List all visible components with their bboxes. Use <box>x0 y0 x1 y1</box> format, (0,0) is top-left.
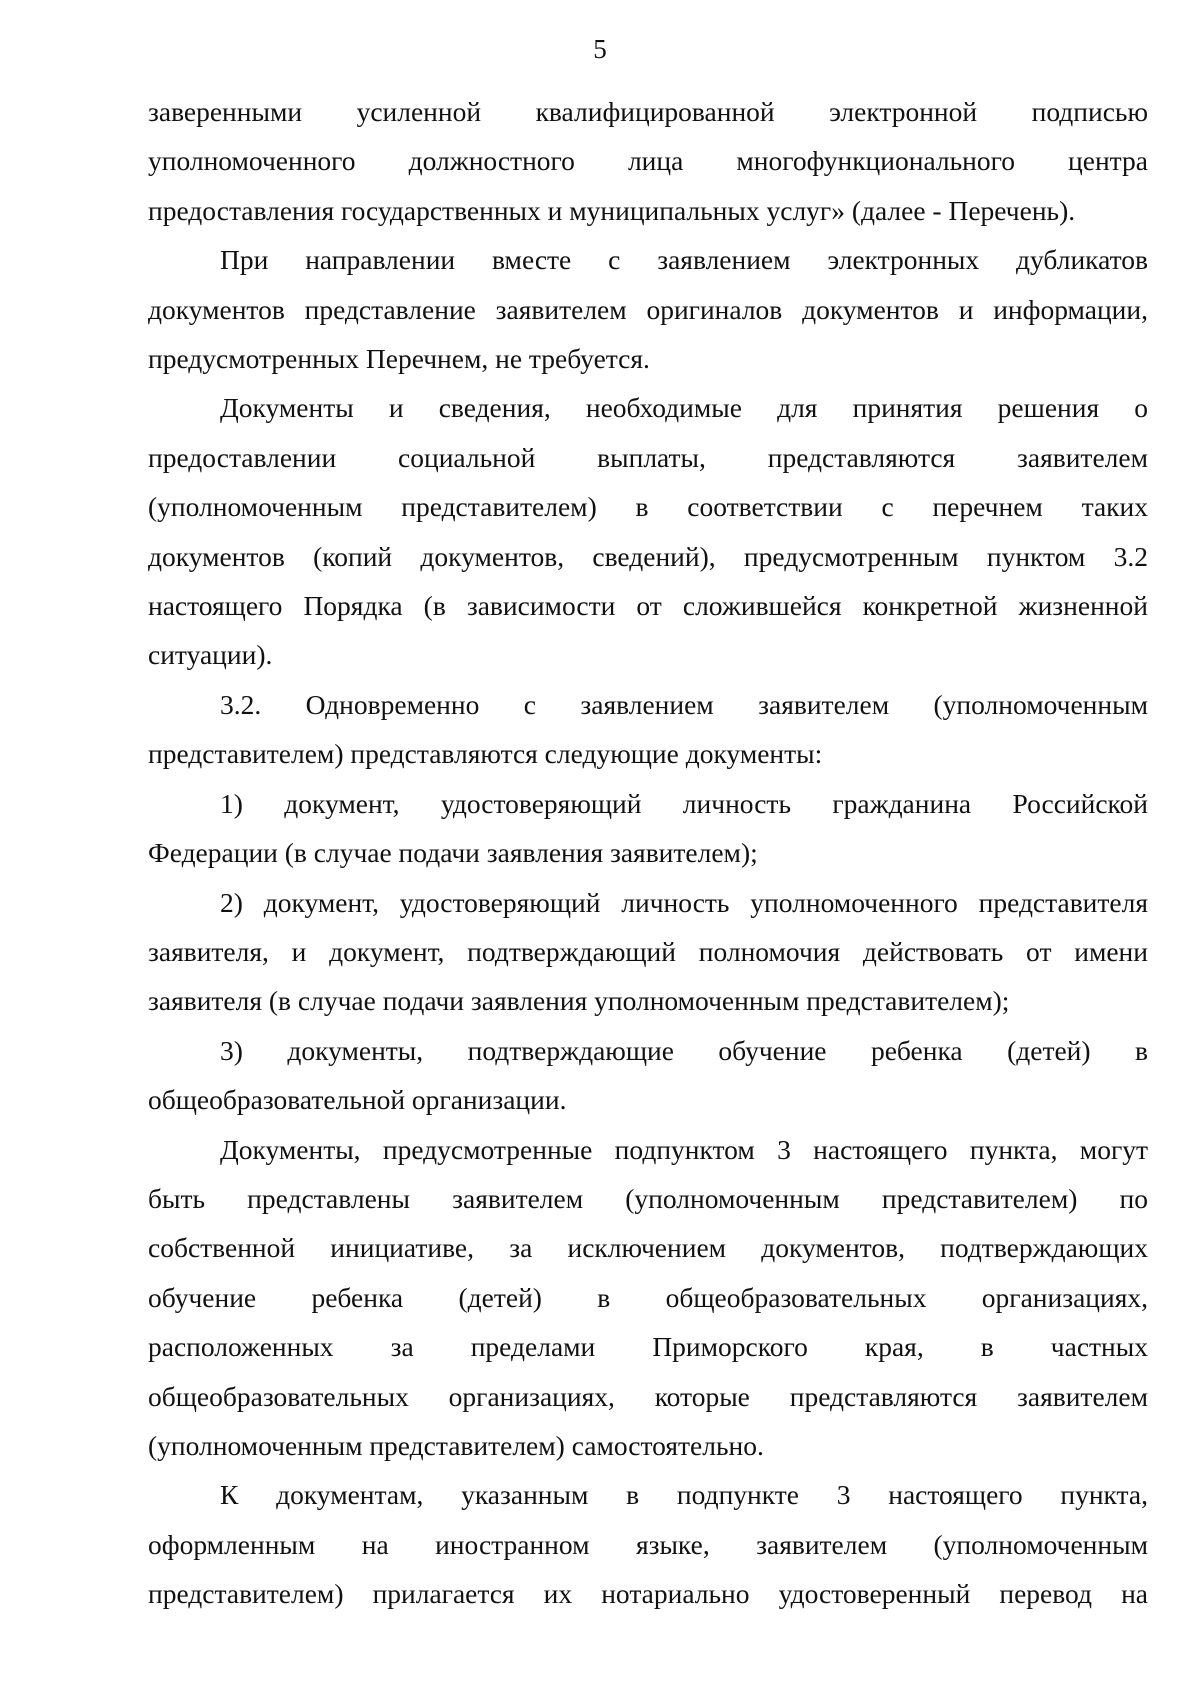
text-line: заявителя (в случае подачи заявления уполномоченным представителем); <box>148 985 1010 1017</box>
text-line: Документы и сведения, необходимые для принятия решения о <box>220 392 1148 424</box>
text-line: общеобразовательной организации. <box>148 1084 567 1116</box>
text-line: уполномоченного должностного лица многофункционального центра <box>148 145 1148 177</box>
text-line: оформленным на иностранном языке, заявителем (уполномоченным <box>148 1528 1148 1560</box>
text-line: быть представлены заявителем (уполномоченным представителем) по <box>148 1182 1148 1214</box>
text-line: 2) документ, удостоверяющий личность уполномоченного представителя <box>220 886 1148 918</box>
text-line: При направлении вместе с заявлением электронных дубликатов <box>220 244 1148 276</box>
text-line: предусмотренных Перечнем, не требуется. <box>148 343 650 375</box>
paragraph <box>148 1026 1148 1125</box>
paragraph <box>148 87 1148 235</box>
text-line: представителем) прилагается их нотариально удостоверенный перевод на <box>148 1578 1148 1610</box>
text-line: Федерации (в случае подачи заявления заявителем); <box>148 837 758 869</box>
text-line: (уполномоченным представителем) в соответствии с перечнем таких <box>148 491 1148 523</box>
text-line: настоящего Порядка (в зависимости от сложившейся конкретной жизненной <box>148 590 1148 622</box>
text-line: обучение ребенка (детей) в общеобразовательных организациях, <box>148 1281 1148 1313</box>
text-line: К документам, указанным в подпункте 3 настоящего пункта, <box>220 1479 1148 1511</box>
text-line: документов представление заявителем оригиналов документов и информации, <box>148 293 1148 325</box>
text-line: заверенными усиленной квалифицированной электронной подписью <box>148 96 1148 127</box>
paragraph <box>148 383 1148 679</box>
paragraph <box>148 878 1148 1026</box>
text-line: Документы, предусмотренные подпунктом 3 настоящего пункта, могут <box>220 1133 1148 1165</box>
text-line: 3) документы, подтверждающие обучение ребенка (детей) в <box>220 1034 1148 1066</box>
page-number: 5 <box>593 34 607 64</box>
text-line: собственной инициативе, за исключением документов, подтверждающих <box>148 1232 1148 1264</box>
paragraph <box>148 779 1148 878</box>
text-line: расположенных за пределами Приморского края, в частных <box>148 1331 1148 1363</box>
document-body <box>148 87 1148 1619</box>
text-line: заявителя, и документ, подтверждающий полномочия действовать от имени <box>148 935 1148 967</box>
text-line: общеобразовательных организациях, которые представляются заявителем <box>148 1380 1148 1412</box>
text-line: 3.2. Одновременно с заявлением заявителем (уполномоченным <box>220 688 1148 720</box>
text-line: представителем) представляются следующие документы: <box>148 738 823 770</box>
text-line: предоставления государственных и муниципальных услуг» (далее - Перечень). <box>148 194 1076 226</box>
text-line: 1) документ, удостоверяющий личность гражданина Российской <box>220 787 1148 819</box>
text-line: документов (копий документов, сведений), предусмотренным пунктом 3.2 <box>148 540 1148 572</box>
paragraph <box>148 1470 1148 1618</box>
text-line: предоставлении социальной выплаты, представляются заявителем <box>148 441 1148 473</box>
text-line: (уполномоченным представителем) самостоятельно. <box>148 1429 764 1461</box>
paragraph <box>148 235 1148 383</box>
paragraph <box>148 1125 1148 1471</box>
text-line: ситуации). <box>148 639 273 671</box>
paragraph <box>148 680 1148 779</box>
